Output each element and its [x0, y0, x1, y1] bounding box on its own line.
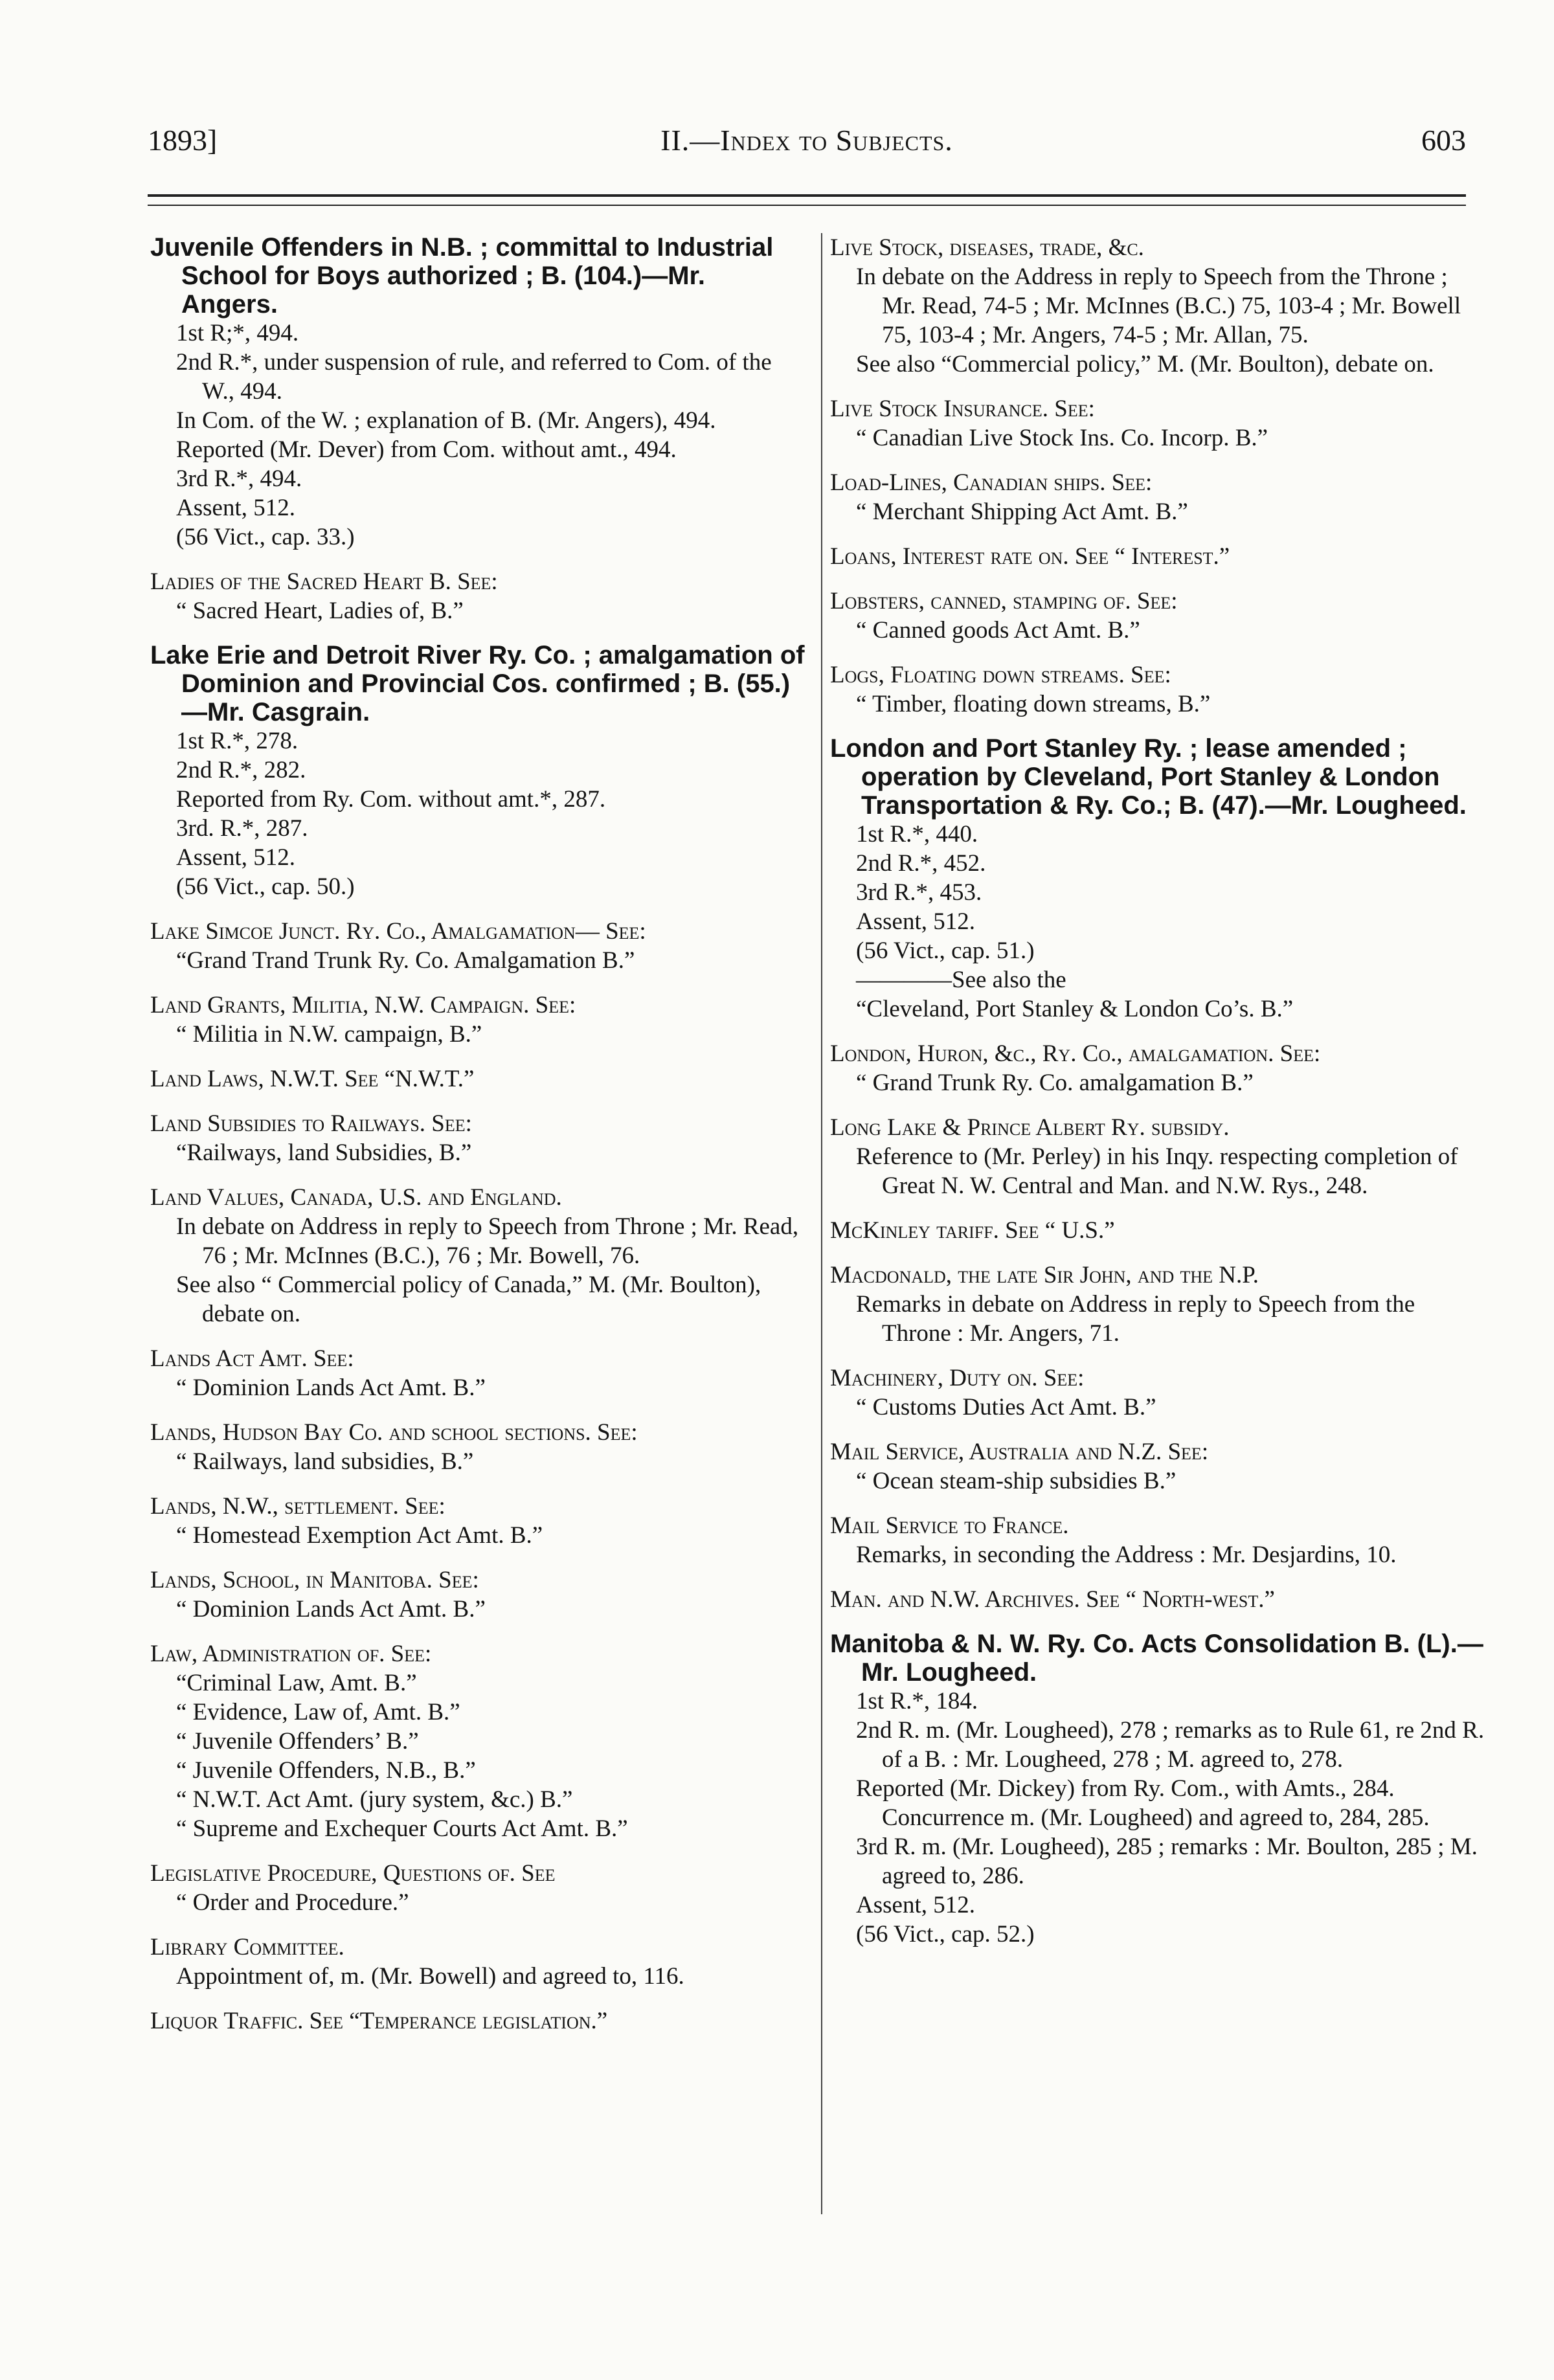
index-entry — [150, 641, 807, 901]
entry-subline: 1st R.*, 440. — [856, 821, 978, 848]
entry-subline: In debate on the Address in reply to Speech from the Throne ; Mr. Read, 74-5 ; Mr. McInnes (B.C.) 75, 103-4 ; Mr. Bowell 75, 103-4 ; Mr. Angers, 74-5 ; Mr. Allan, 75. — [856, 264, 1461, 348]
entry-subline: Assent, 512. — [176, 844, 295, 871]
index-entry — [150, 1344, 807, 1402]
entry-heading: London, Huron, &c., Ry. Co., amalgamation. See: — [830, 1040, 1321, 1067]
entry-subline: Remarks in debate on Address in reply to Speech from the Throne : Mr. Angers, 71. — [856, 1291, 1415, 1347]
entry-subline: 1st R.*, 184. — [856, 1688, 978, 1714]
index-entry — [150, 1492, 807, 1550]
entry-subline: “ Canadian Live Stock Ins. Co. Incorp. B.” — [856, 425, 1268, 451]
index-entry — [830, 587, 1487, 645]
index-entry — [830, 660, 1487, 719]
index-entry — [150, 1064, 807, 1094]
entry-heading: Lands Act Amt. See: — [150, 1345, 354, 1372]
entry-subline: “ Railways, land subsidies, B.” — [176, 1448, 474, 1475]
entry-subline: 3rd. R.*, 287. — [176, 815, 308, 842]
entry-subline: Assent, 512. — [856, 908, 975, 935]
entry-heading: London and Port Stanley Ry. ; lease amended ; operation by Cleveland, Port Stanley & London Transportation & Ry. Co.; B. (47).—Mr. Lougheed. — [830, 734, 1467, 820]
entry-subline: See also “ Commercial policy of Canada,” M. (Mr. Boulton), debate on. — [176, 1272, 761, 1327]
entry-heading: Mail Service to France. — [830, 1512, 1069, 1539]
entry-heading: Long Lake & Prince Albert Ry. subsidy. — [830, 1114, 1230, 1141]
index-entry — [830, 1585, 1487, 1614]
entry-subline: Remarks, in seconding the Address : Mr. Desjardins, 10. — [856, 1542, 1397, 1568]
entry-subline: Reported (Mr. Dickey) from Ry. Com., with Amts., 284. Concurrence m. (Mr. Lougheed) and agreed to, 284, 285. — [856, 1775, 1430, 1831]
header-year: 1893] — [148, 124, 218, 157]
entry-subline: (56 Vict., cap. 50.) — [176, 873, 355, 900]
entry-subline: “ Customs Duties Act Amt. B.” — [856, 1394, 1156, 1420]
entry-subline: “Grand Trand Trunk Ry. Co. Amalgamation B.” — [176, 947, 635, 974]
header-rule-thin — [148, 205, 1466, 206]
header-title: II.—Index to Subjects. — [660, 124, 953, 157]
index-entry — [830, 394, 1487, 453]
entry-subline: “ N.W.T. Act Amt. (jury system, &c.) B.” — [176, 1786, 573, 1813]
index-entry — [150, 2006, 807, 2036]
entry-heading: Live Stock Insurance. See: — [830, 396, 1095, 422]
entry-subline: “ Canned goods Act Amt. B.” — [856, 617, 1140, 644]
index-entry — [150, 1109, 807, 1167]
entry-subline: 2nd R.*, under suspension of rule, and referred to Com. of the W., 494. — [176, 349, 772, 405]
entry-subline: (56 Vict., cap. 52.) — [856, 1921, 1035, 1948]
index-entry — [150, 1183, 807, 1329]
entry-subline: 3rd R. m. (Mr. Lougheed), 285 ; remarks : Mr. Boulton, 285 ; M. agreed to, 286. — [856, 1834, 1478, 1889]
index-entry — [150, 1566, 807, 1624]
entry-subline: “ Juvenile Offenders’ B.” — [176, 1728, 419, 1755]
index-entry — [150, 1418, 807, 1476]
entry-heading: Liquor Traffic. See “Temperance legislation.” — [150, 2008, 608, 2034]
entry-heading: Macdonald, the late Sir John, and the N.P. — [830, 1262, 1259, 1288]
index-entry — [150, 567, 807, 625]
entry-heading: Live Stock, diseases, trade, &c. — [830, 234, 1144, 261]
entry-subline: 3rd R.*, 453. — [856, 879, 982, 906]
entry-subline: ————See also the — [856, 967, 1066, 993]
right-column — [830, 233, 1487, 1964]
entry-subline: “Criminal Law, Amt. B.” — [176, 1670, 417, 1696]
entry-subline: Reported from Ry. Com. without amt.*, 287. — [176, 786, 606, 813]
entry-subline: “ Evidence, Law of, Amt. B.” — [176, 1699, 460, 1725]
entry-subline: “ Merchant Shipping Act Amt. B.” — [856, 499, 1188, 525]
entry-subline: “ Timber, floating down streams, B.” — [856, 691, 1211, 717]
index-entry — [150, 917, 807, 975]
entry-subline: “ Homestead Exemption Act Amt. B.” — [176, 1522, 543, 1549]
entry-heading: Load-Lines, Canadian ships. See: — [830, 469, 1153, 496]
entry-heading: Law, Administration of. See: — [150, 1641, 432, 1667]
entry-heading: Land Grants, Militia, N.W. Campaign. See: — [150, 992, 576, 1018]
entry-subline: See also “Commercial policy,” M. (Mr. Boulton), debate on. — [856, 351, 1434, 377]
entry-heading: Lands, Hudson Bay Co. and school sections. See: — [150, 1419, 638, 1446]
entry-subline: 3rd R.*, 494. — [176, 466, 302, 492]
entry-subline: (56 Vict., cap. 33.) — [176, 524, 355, 550]
index-entry — [830, 233, 1487, 379]
entry-heading: Lands, School, in Manitoba. See: — [150, 1567, 479, 1593]
entry-subline: In debate on Address in reply to Speech from Throne ; Mr. Read, 76 ; Mr. McInnes (B.C.), 76 ; Mr. Bowell, 76. — [176, 1213, 799, 1269]
entry-subline: “ Dominion Lands Act Amt. B.” — [176, 1596, 486, 1622]
index-entry — [830, 1113, 1487, 1200]
entry-subline: In Com. of the W. ; explanation of B. (Mr. Angers), 494. — [176, 407, 716, 434]
entry-heading: Land Laws, N.W.T. See “N.W.T.” — [150, 1066, 475, 1092]
index-entry — [830, 1261, 1487, 1348]
index-entry — [150, 1933, 807, 1991]
entry-heading: Manitoba & N. W. Ry. Co. Acts Consolidation B. (L).—Mr. Lougheed. — [830, 1630, 1483, 1687]
entry-subline: “ Juvenile Offenders, N.B., B.” — [176, 1757, 476, 1784]
entry-heading: Loans, Interest rate on. See “ Interest.” — [830, 543, 1230, 570]
entry-heading: Legislative Procedure, Questions of. See — [150, 1860, 556, 1887]
page-number: 603 — [1421, 124, 1466, 157]
index-entry — [830, 1216, 1487, 1245]
entry-subline: Assent, 512. — [176, 495, 295, 521]
entry-heading: Mail Service, Australia and N.Z. See: — [830, 1439, 1209, 1465]
index-entry — [150, 1639, 807, 1843]
entry-subline: “ Sacred Heart, Ladies of, B.” — [176, 598, 464, 624]
entry-subline: “ Militia in N.W. campaign, B.” — [176, 1021, 482, 1048]
index-entry — [830, 1511, 1487, 1569]
entry-heading: Man. and N.W. Archives. See “ North-west.” — [830, 1586, 1275, 1613]
column-divider — [821, 233, 822, 2214]
entry-heading: McKinley tariff. See “ U.S.” — [830, 1217, 1115, 1244]
entry-subline: 2nd R.*, 452. — [856, 850, 986, 877]
entry-heading: Land Values, Canada, U.S. and England. — [150, 1184, 562, 1211]
entry-subline: (56 Vict., cap. 51.) — [856, 937, 1035, 964]
entry-subline: “ Grand Trunk Ry. Co. amalgamation B.” — [856, 1070, 1254, 1096]
entry-heading: Lake Simcoe Junct. Ry. Co., Amalgamation— See: — [150, 918, 646, 945]
entry-subline: Appointment of, m. (Mr. Bowell) and agreed to, 116. — [176, 1963, 684, 1990]
index-entry — [830, 1039, 1487, 1097]
left-column — [150, 233, 807, 2051]
index-entry — [150, 991, 807, 1049]
index-entry — [150, 233, 807, 552]
entry-subline: 2nd R. m. (Mr. Lougheed), 278 ; remarks as to Rule 61, re 2nd R. of a B. : Mr. Lougheed, 278 ; M. agreed to, 278. — [856, 1717, 1485, 1773]
entry-heading: Juvenile Offenders in N.B. ; committal to Industrial School for Boys authorized ; B. (104.)—Mr. Angers. — [150, 233, 774, 319]
entry-subline: “ Order and Procedure.” — [176, 1889, 409, 1916]
entry-heading: Land Subsidies to Railways. See: — [150, 1110, 472, 1137]
entry-subline: 1st R;*, 494. — [176, 320, 299, 346]
entry-heading: Lobsters, canned, stamping of. See: — [830, 588, 1178, 614]
entry-heading: Machinery, Duty on. See: — [830, 1365, 1085, 1391]
entry-heading: Lake Erie and Detroit River Ry. Co. ; amalgamation of Dominion and Provincial Cos. confirmed ; B. (55.) —Mr. Casgrain. — [150, 641, 805, 726]
entry-heading: Ladies of the Sacred Heart B. See: — [150, 568, 498, 595]
entry-subline: “Railways, land Subsidies, B.” — [176, 1139, 472, 1166]
index-entry — [830, 468, 1487, 526]
entry-subline: 1st R.*, 278. — [176, 728, 298, 754]
index-entry — [150, 1859, 807, 1917]
index-entry — [830, 542, 1487, 571]
index-entry — [830, 1630, 1487, 1949]
entry-heading: Lands, N.W., settlement. See: — [150, 1493, 445, 1520]
entry-subline: “ Dominion Lands Act Amt. B.” — [176, 1375, 486, 1401]
entry-subline: “ Supreme and Exchequer Courts Act Amt. B.” — [176, 1815, 628, 1842]
header-rule-thick — [148, 194, 1466, 197]
entry-subline: Assent, 512. — [856, 1892, 975, 1918]
index-entry — [830, 1364, 1487, 1422]
entry-heading: Library Committee. — [150, 1934, 344, 1960]
entry-heading: Logs, Floating down streams. See: — [830, 662, 1171, 688]
entry-subline: Reported (Mr. Dever) from Com. without amt., 494. — [176, 436, 677, 463]
index-entry — [830, 1437, 1487, 1496]
entry-subline: Reference to (Mr. Perley) in his Inqy. respecting completion of Great N. W. Central and Man. and N.W. Rys., 248. — [856, 1143, 1458, 1199]
page-header — [148, 123, 1466, 162]
entry-subline: “Cleveland, Port Stanley & London Co’s. B.” — [856, 996, 1294, 1022]
index-entry — [830, 734, 1487, 1024]
entry-subline: “ Ocean steam-ship subsidies B.” — [856, 1468, 1177, 1494]
entry-subline: 2nd R.*, 282. — [176, 757, 306, 783]
